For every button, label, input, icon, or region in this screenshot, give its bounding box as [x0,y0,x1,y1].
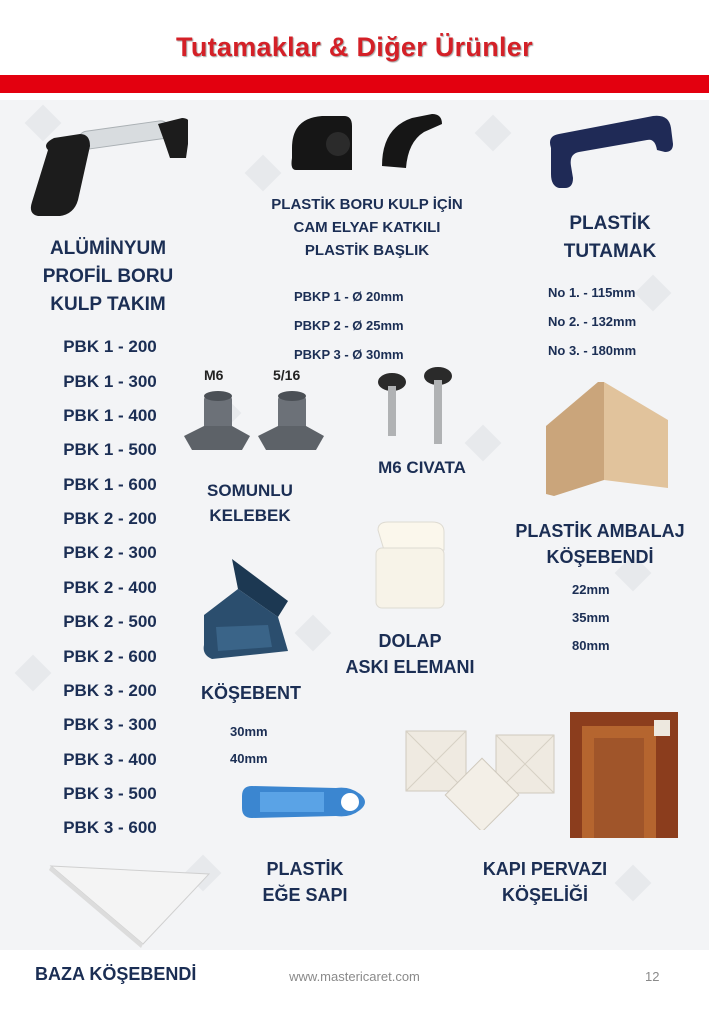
plastic-handle-sizes [548,278,688,365]
pbk-code: PBK 1 - 400 [63,406,157,425]
title-line: TUTAMAK [563,241,657,262]
background-diamond [475,115,512,152]
bracket-size: 40mm [230,751,268,766]
corner-protector-sizes [572,576,652,660]
aluminum-handle-title [28,235,188,319]
base-corner-image [45,860,215,950]
handle-size: No 3. - 180mm [548,343,637,358]
plastic-handle-image [543,108,678,190]
pbk-code: PBK 1 - 500 [63,440,157,459]
pbk-code: PBK 3 - 400 [63,750,157,769]
pbk-code: PBK 2 - 500 [63,612,157,631]
page-title: Tutamaklar & Diğer Ürünler [176,32,533,62]
bolt-image [372,364,472,448]
cap-code: PBKP 3 - Ø 30mm [294,347,404,362]
footer-website-link[interactable]: www.mastericaret.com [289,969,420,984]
base-corner-title: BAZA KÖŞEBENDİ [35,964,197,984]
pbk-code: PBK 2 - 400 [63,578,157,597]
header-red-bar [0,75,709,93]
title-line: CAM ELYAF KATKILI [293,219,441,236]
title-line: PLASTİK BORU KULP İÇİN [271,196,463,213]
title-line: PLASTİK BAŞLIK [304,242,430,259]
wing-nut-title [180,478,320,528]
pbk-code: PBK 3 - 600 [63,818,157,837]
aluminum-handle-image [18,110,188,220]
door-frame-photo [570,712,678,838]
cap-code: PBKP 2 - Ø 25mm [294,318,404,333]
pbk-code: PBK 2 - 300 [63,543,157,562]
door-trim-corner-image [400,725,560,830]
protector-size: 22mm [572,582,610,597]
title-line: PROFİL BORU [42,266,174,287]
hanger-element-title [330,628,490,680]
pbk-code: PBK 1 - 300 [63,372,157,391]
title-line: PLASTİK [569,213,651,234]
title-line: EĞE SAPI [262,885,348,905]
wing-nut-image [180,388,330,458]
handle-size: No 1. - 115mm [548,285,636,300]
file-handle-title [240,856,370,908]
pbk-code: PBK 3 - 300 [63,715,157,734]
title-line: KÖŞEBENDİ [546,547,654,567]
corner-bracket-image [198,555,298,665]
hanger-element-image [370,520,450,612]
title-line: KELEBEK [209,506,291,525]
m6-label: M6 [204,367,224,383]
title-line: KAPI PERVAZI [482,859,608,879]
bolt-title: M6 CIVATA [378,458,466,477]
corner-protector-title [500,518,700,570]
five-sixteenths-label: 5/16 [273,367,301,383]
pbk-code: PBK 3 - 500 [63,784,157,803]
background-diamond [295,615,332,652]
door-trim-corner-title [460,856,630,908]
handle-size: No 2. - 132mm [548,314,637,329]
title-line: ALÜMİNYUM [49,238,167,259]
plastic-cap-title [232,193,502,262]
title-line: SOMUNLU [207,481,293,500]
cap-code: PBKP 1 - Ø 20mm [294,289,404,304]
pbk-code: PBK 2 - 600 [63,647,157,666]
title-line: ASKI ELEMANI [345,657,475,677]
title-line: KÖŞELİĞİ [501,885,588,905]
pbk-code: PBK 1 - 600 [63,475,157,494]
file-handle-image [238,780,373,824]
protector-size: 35mm [572,610,610,625]
title-line: PLASTİK AMBALAJ [515,521,685,541]
bracket-size: 30mm [230,724,268,739]
corner-bracket-sizes [230,718,290,772]
pbk-code: PBK 2 - 200 [63,509,157,528]
title-line: KULP TAKIM [50,294,166,315]
corner-protector-image [540,378,680,498]
corner-bracket-title: KÖŞEBENT [200,683,301,703]
title-line: DOLAP [378,631,442,651]
plastic-cap-image [282,108,462,178]
protector-size: 80mm [572,638,610,653]
pbk-code: PBK 1 - 200 [63,337,157,356]
title-line: PLASTİK [266,859,344,879]
pbk-code: PBK 3 - 200 [63,681,157,700]
plastic-cap-codes [294,282,454,369]
page-number: 12 [645,969,660,984]
plastic-handle-title [540,210,680,266]
background-diamond [245,155,282,192]
